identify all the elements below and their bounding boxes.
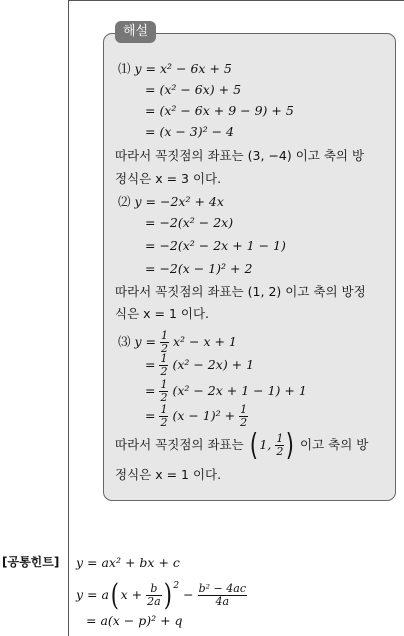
p2-eq-1: y = −2x² + 4x xyxy=(134,194,224,209)
right-paren: ) xyxy=(286,427,295,463)
p3-l1-end: x² − x + 1 xyxy=(172,334,237,349)
p1-line-2: = (x² − 6x) + 5 xyxy=(145,82,242,97)
p3-line-3: = $\frac{1}{2}$ (x² − 2x + 1 − 1) + 1 xyxy=(145,378,307,404)
p1-conclusion-1: 따라서 꼭짓점의 좌표는 (3, −4) 이고 축의 방 xyxy=(115,148,365,163)
solution-badge: 해설 xyxy=(115,21,156,43)
p2-line-4: = −2(x − 1)² + 2 xyxy=(145,261,253,276)
p3-conclusion-1: 따라서 꼭짓점의 좌표는 ( 1, $\frac{1}{2}$ ) 이고 축의 방 xyxy=(115,427,369,463)
p1-line-4: = (x − 3)² − 4 xyxy=(145,124,235,139)
p3-vertex-y: $\frac{1}{2}$ xyxy=(276,432,284,458)
hint-line-1: y = ax² + bx + c xyxy=(76,555,180,570)
p3-line-1 xyxy=(118,330,237,355)
p1-line-1 xyxy=(118,61,232,77)
hint-line-2: y = a( x + $\frac{b}{2a}$ ) $^2$ − $\frac{\text{b² − 4ac}}{4a}$ xyxy=(76,577,246,613)
hint-square: 2 xyxy=(173,581,180,591)
p3-l4-half-b: $\frac{1}{2}$ xyxy=(240,403,248,429)
p3-line-4: = $\frac{1}{2}$ (x − 1)² + $\frac{1}{2}$ xyxy=(145,403,248,429)
p3-l2-half: $\frac{1}{2}$ xyxy=(160,352,168,378)
p3-l1-start: y = xyxy=(134,334,157,349)
p3-l3-half: $\frac{1}{2}$ xyxy=(160,378,168,404)
hint-discriminant-fraction: $\frac{\text{b² − 4ac}}{4a}$ xyxy=(198,582,246,609)
hint-label: [공통힌트] xyxy=(2,555,60,569)
left-paren: ( xyxy=(249,427,258,463)
hint-left-paren: ( xyxy=(110,577,119,613)
page-top-rule xyxy=(68,0,404,1)
p1-label: ⑴ xyxy=(118,61,131,76)
p1-conclusion-2: 정식은 x = 3 이다. xyxy=(115,171,222,186)
hint-line-3: = a(x − p)² + q xyxy=(86,613,183,628)
p2-line-2: = −2(x² − 2x) xyxy=(145,215,234,230)
page-left-rule xyxy=(68,0,69,636)
p3-conclusion-2: 정식은 x = 1 이다. xyxy=(115,467,222,482)
p2-line-3: = −2(x² − 2x + 1 − 1) xyxy=(145,238,286,253)
p1-eq-1: y = x² − 6x + 5 xyxy=(134,61,232,76)
hint-b-over-2a: $\frac{b}{2a}$ xyxy=(147,582,161,609)
p2-conclusion-2: 식은 x = 1 이다. xyxy=(115,306,209,321)
p2-conclusion-1: 따라서 꼭짓점의 좌표는 (1, 2) 이고 축의 방정 xyxy=(115,284,366,299)
p3-line-2: = $\frac{1}{2}$ (x² − 2x) + 1 xyxy=(145,352,255,378)
p3-l4-half-a: $\frac{1}{2}$ xyxy=(160,403,168,429)
hint-right-paren: ) xyxy=(163,577,172,613)
p3-l1-half: $\frac{1}{2}$ xyxy=(161,329,168,355)
p2-line-1 xyxy=(118,194,224,210)
p3-label: ⑶ xyxy=(118,334,131,349)
p1-line-3: = (x² − 6x + 9 − 9) + 5 xyxy=(145,103,294,118)
p2-label: ⑵ xyxy=(118,194,131,209)
